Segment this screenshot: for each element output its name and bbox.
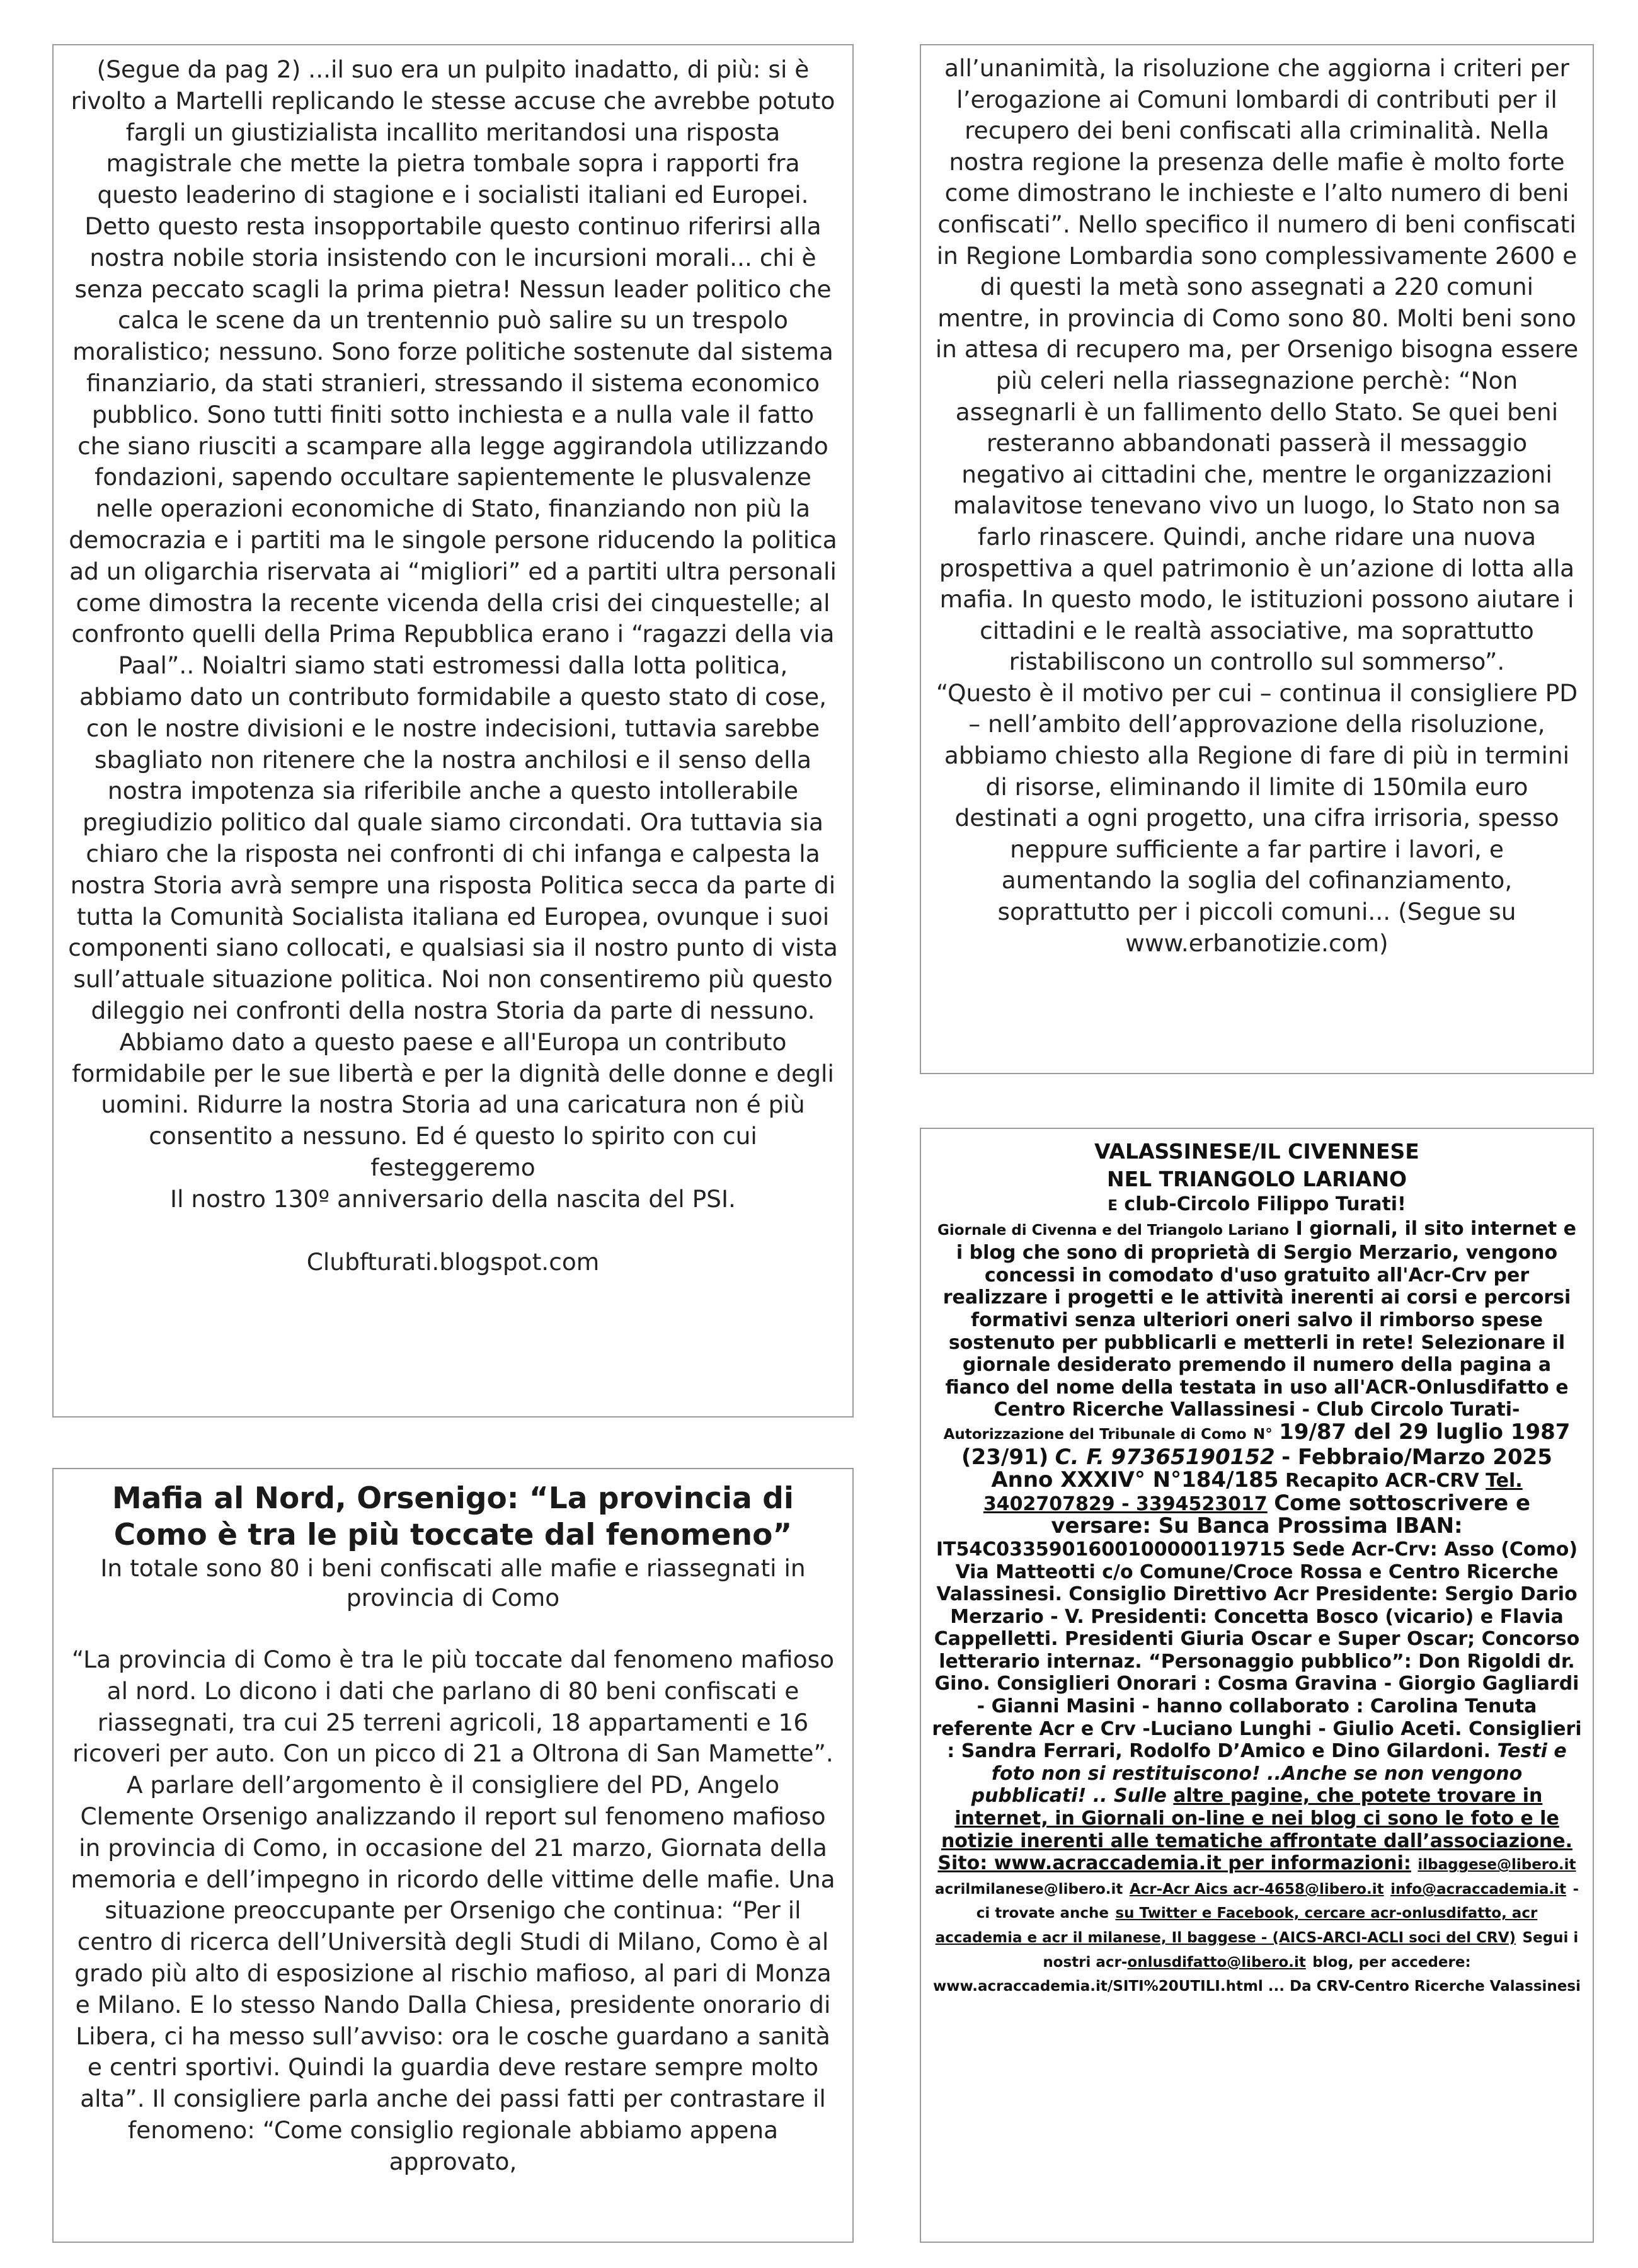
- email-2[interactable]: acrilmilanese@libero.it: [935, 1881, 1123, 1898]
- iban: IT54C0335901600100000119715: [936, 1538, 1286, 1561]
- numero: 19/87 del 29 luglio 1987 (23/91): [961, 1419, 1571, 1470]
- colophon-text-b: Sede Acr-Crv: Asso (Como) Via Matteotti c/o Comune/Croce Rossa e Centro Ricerche Valassinesi. Consiglio Direttivo Acr Presidente: Sergio Dario Merzario - V. Presidenti: Concetta Bosco (vicario) e Flavia Cappelletti. Presidenti Giuria Oscar e Super Oscar; Concorso letterario internaz. “Personaggio pubblico”: Don Rigoldi dr. Gino. Consiglieri Onorari : Cosma Gravina - Giorgio Gagliardi - Gianni Masini - hanno collaborato : Carolina Tenuta referente Acr e Crv -Luciano Lunghi - Giulio Aceti. Consiglieri : Sandra Ferrari, Rodolfo D’Amico e Dino Gilardoni.: [932, 1538, 1582, 1763]
- numero-label: N°: [1252, 1426, 1273, 1443]
- autorizzazione: Autorizzazione del Tribunale di Como: [943, 1426, 1247, 1443]
- article-orsenigo-continuation: [920, 44, 1594, 1074]
- accedere-text: blog, per accedere: www.acraccademia.it/SITI%20UTILI.html ... Da CRV-Centro Ricerche Valassinesi: [933, 1954, 1581, 1995]
- colophon-text-a: I giornali, il sito internet e i blog che sono di proprietà di Sergio Merzario, vengono concessi in comodato d'uso gratuito all'Acr-Crv per realizzare i progetti e le attività inerenti ai corsi e percorsi formativi senza ulteriori oneri salvo il rimborso spese sostenuto per pubblicarli e metterli in rete! Selezionare il giornale desiderato premendo il numero della pagina a fianco del nome della testata in uso all'ACR-Onlusdifatto e Centro Ricerche Vallassinesi - Club Circolo Turati-: [942, 1217, 1576, 1421]
- segui: Segui i nostri acr-: [1043, 1930, 1579, 1971]
- giornale-label: Giornale di Civenna e del Triangolo Lariano: [937, 1222, 1290, 1239]
- email-link-3[interactable]: Acr-Acr Aics acr-4658@libero.it: [1129, 1881, 1384, 1898]
- article-subheadline: In totale sono 80 i beni confiscati alle mafie e riassegnati in provincia di Como: [100, 1554, 806, 1612]
- recapito: Recapito ACR-CRV: [1285, 1470, 1479, 1492]
- cf-number: 97365190152: [1111, 1444, 1275, 1470]
- article-body: “La provincia di Como è tra le più toccate dal fenomeno mafioso al nord. Lo dicono i dati che parlano di 80 beni confiscati e riassegnati, tra cui 25 terreni agricoli, 18 appartamenti e 16 ricoveri per auto. Con un picco di 21 a Oltrona di San Mamette”. A parlare dell’argomento è il consigliere del PD, Angelo Clemente Orsenigo analizzando il report sul fenomeno mafioso in provincia di Como, in occasione del 21 marzo, Giornata della memoria e dell’impegno in ricordo delle vittime delle mafie. Una situazione preoccupante per Orsenigo che continua: “Per il centro di ricerca dell’Università degli Studi di Milano, Como è al grado più alto di esposizione al rischio mafioso, al pari di Monza e Milano. E lo stesso Nando Dalla Chiesa, presidente onorario di Libera, ci ha messo sull’avviso: ora le cosche guardano a sanità e centri sportivi. Quindi la guardia deve restare sempre molto alta”. Il consigliere parla anche dei passi fatti per contrastare il fenomeno: “Come consiglio regionale abbiamo appena approvato,: [71, 1646, 835, 2175]
- email-link-4[interactable]: info@acraccademia.it: [1390, 1881, 1566, 1898]
- club-name: club-Circolo Filippo Turati!: [1124, 1193, 1406, 1215]
- article-headline: Mafia al Nord, Orsenigo: “La provincia di Como è tra le più toccate dal fenomeno”: [112, 1481, 794, 1552]
- ci-trovate: -ci trovate anche: [976, 1881, 1579, 1922]
- club-e: E: [1108, 1198, 1118, 1214]
- article-signature: Clubfturati.blogspot.com: [306, 1248, 600, 1276]
- come-sottoscrivere: Come sottoscrivere e versare: Su Banca Prossima IBAN:: [1051, 1490, 1531, 1539]
- article-paragraph-1: all’unanimità, la risoluzione che aggiorna i criteri per l’erogazione ai Comuni lombardi di contributi per il recupero dei beni confiscati alla criminalità. Nella nostra regione la presenza delle mafie è molto forte come dimostrano le inchieste e l’alto numero di beni confiscati”. Nello specifico il numero di beni confiscati in Regione Lombardia sono complessivamente 2600 e di questi la metà sono assegnati a 220 comuni mentre, in provincia di Como sono 80. Molti beni sono in attesa di recupero ma, per Orsenigo bisogna essere più celeri nella riassegnazione perchè: “Non assegnarli è un fallimento dello Stato. Se quei beni resteranno abbandonati passerà il messaggio negativo ai cittadini che, mentre le organizzazioni malavitose tenevano vivo un luogo, lo Stato non sa farlo rinascere. Quindi, anche ridare una nuova prospettiva a quel patrimonio è un’azione di lotta alla mafia. In questo modo, le istituzioni possono aiutare i cittadini e le realtà associative, ma soprattutto ristabiliscono un controllo sul sommerso”.: [935, 54, 1579, 676]
- article-body: (Segue da pag 2) ...il suo era un pulpito inadatto, di più: si è rivolto a Martelli replicando le stesse accuse che avrebbe potuto fargli un giustizialista incallito meritandosi una risposta magistrale che mette la pietra tombale sopra i rapporti fra questo leaderino di stagione e i socialisti italiani ed Europei. Detto questo resta insopportabile questo continuo riferirsi alla nostra nobile storia insistendo con le incursioni morali... chi è senza peccato scagli la prima pietra! Nessun leader politico che calca le scene da un trentennio può salire su un trespolo moralistico; nessuno. Sono forze politiche sostenute dal sistema finanziario, da stati stranieri, stressando il sistema economico pubblico. Sono tutti finiti sotto inchiesta e a nulla vale il fatto che siano riusciti a scampare alla legge aggirandola utilizzando fondazioni, sapendo occultare sapientemente le plusvalenze nelle operazioni economiche di Stato, finanziando non più la democrazia e i partiti ma le singole persone riducendo la politica ad un oligarchia riservata ai “migliori” ed a partiti ultra personali come dimostra la recente vicenda della crisi dei cinquestelle; al confronto quelli della Prima Repubblica erano i “ragazzi della via Paal”.. Noialtri siamo stati estromessi dalla lotta politica, abbiamo dato un contributo formidabile a questo stato di cose, con le nostre divisioni e le nostre indecisioni, tuttavia sarebbe sbagliato non ritenere che la nostra anchilosi e il senso della nostra impotenza sia riferibile anche a questo intollerabile pregiudizio politico dal quale siamo circondati. Ora tuttavia sia chiaro che la risposta nei confronti di chi infanga e calpesta la nostra Storia avrà sempre una risposta Politica secca da parte di tutta la Comunità Socialista italiana ed Europea, ovunque i suoi componenti siano collocati, e qualsiasi sia il nostro punto di vista sull’attuale situazione politica. Noi non consentiremo più questo dileggio nei confronti della nostra Storia da parte di nessuno. Abbiamo dato a questo paese e all'Europa un contributo formidabile per le sue libertà e per la dignità delle donne e degli uomini. Ridurre la nostra Storia ad una caricatura non é più consentito a nessuno. Ed é questo lo spirito con cui festeggeremo: [68, 55, 838, 1181]
- altre-pagine-link[interactable]: altre pagine, che potete trovare in internet, in Giornali on-line e nei blog ci sono le foto e le notizie inerenti alle tematiche affrontate dall’associazione.: [941, 1785, 1573, 1852]
- sito-link[interactable]: Sito: www.acraccademia.it per informazioni:: [937, 1852, 1411, 1875]
- masthead-title-2: NEL TRIANGOLO LARIANO: [1106, 1167, 1407, 1191]
- article-psi-continuation: [52, 44, 854, 1418]
- telefono-link[interactable]: Tel. 3402707829 - 3394523017: [983, 1470, 1523, 1515]
- email-link-1[interactable]: ilbaggese@libero.it: [1418, 1857, 1576, 1874]
- cf-label: C. F.: [1055, 1444, 1104, 1470]
- article-closing-line: Il nostro 130º anniversario della nascita del PSI.: [170, 1184, 736, 1213]
- colophon-box: [920, 1128, 1594, 2243]
- blog-email-link[interactable]: onlusdifatto@libero.it: [1127, 1954, 1306, 1971]
- social-link[interactable]: su Twitter e Facebook, cercare acr-onlusdifatto, acr accademia e acr il milanese, Il baggese - (AICS-ARCI-ACLI soci del CRV): [935, 1905, 1538, 1946]
- colophon-text: [931, 1138, 1583, 1998]
- edizione: - Febbraio/Marzo 2025 Anno XXXIV° N°184/185: [991, 1444, 1552, 1493]
- article-mafia-nord: [52, 1468, 854, 2243]
- article-paragraph-2: “Questo è il motivo per cui – continua il consigliere PD – nell’ambito dell’approvazione della risoluzione, abbiamo chiesto alla Regione di fare di più in termini di risorse, eliminando il limite di 150mila euro destinati a ogni progetto, una cifra irrisoria, spesso neppure sufficiente a far partire i lavori, e aumentando la soglia del cofinanziamento, soprattutto per i piccoli comuni... (Segue su www.erbanotizie.com): [936, 679, 1578, 957]
- testi-foto-note: Testi e foto non si restituiscono! ..Anche se non vengono pubblicati! .. Sulle: [971, 1740, 1567, 1807]
- masthead-title-1: VALASSINESE/IL CIVENNESE: [1094, 1139, 1419, 1164]
